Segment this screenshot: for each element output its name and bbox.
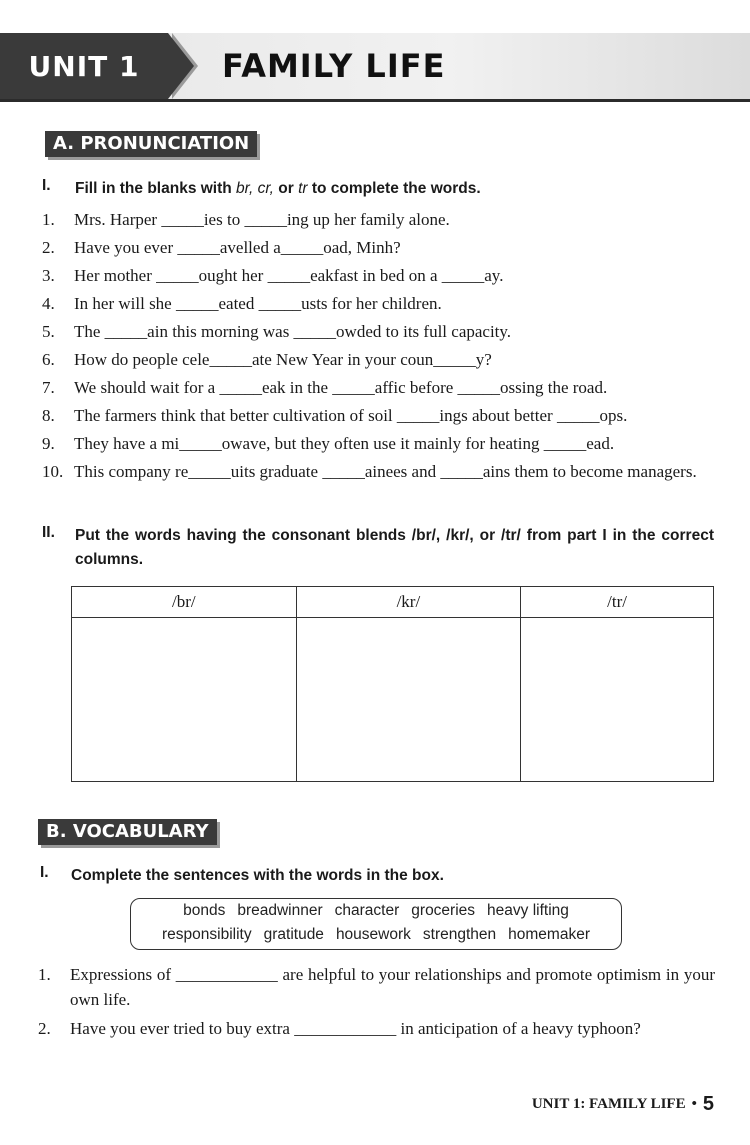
word-box-row-2 [131, 926, 621, 944]
table-header-row [72, 587, 714, 618]
vocab-instruction [40, 864, 720, 888]
footer-bullet: • [691, 1096, 697, 1112]
word-gratitude: gratitude [263, 926, 324, 943]
answer-cell-tr[interactable] [521, 618, 714, 782]
word-heavy-lifting: heavy lifting [487, 902, 569, 919]
word-homemaker: homemaker [508, 926, 590, 943]
vocab-number: I. [40, 864, 49, 881]
word-bonds: bonds [183, 902, 226, 919]
part2-text: Put the words having the consonant blends /br/, /kr/, or /tr/ from part I in the correct columns. [75, 527, 714, 568]
part2-instruction [42, 524, 714, 574]
word-box [130, 898, 622, 950]
page-number: 5 [702, 1093, 714, 1115]
vocab-text: Complete the sentences with the words in the box. [71, 867, 444, 884]
word-box-row-1 [131, 902, 621, 920]
column-kr: /kr/ [296, 587, 521, 618]
word-strengthen: strengthen [422, 926, 497, 943]
part1-text: Fill in the blanks with br, cr, or tr to complete the words. [75, 180, 481, 197]
word-responsibility: responsibility [162, 926, 252, 943]
part2-number: II. [42, 524, 55, 541]
unit-number: UNIT 1 [0, 33, 168, 99]
column-br: /br/ [72, 587, 297, 618]
section-b-label: B. VOCABULARY [38, 819, 217, 845]
consonant-blend-table [71, 586, 714, 782]
banner-arrow [168, 33, 194, 99]
column-tr: /tr/ [521, 587, 714, 618]
unit-banner [0, 33, 750, 102]
word-character: character [334, 902, 400, 919]
answer-cell-br[interactable] [72, 618, 297, 782]
answer-cell-kr[interactable] [296, 618, 521, 782]
table-answer-row [72, 618, 714, 782]
footer-unit-label: UNIT 1: FAMILY LIFE [531, 1096, 686, 1112]
section-a-label: A. PRONUNCIATION [45, 131, 257, 157]
word-groceries: groceries [411, 902, 476, 919]
page-footer [532, 1093, 714, 1116]
word-breadwinner: breadwinner [237, 902, 323, 919]
word-housework: housework [335, 926, 411, 943]
unit-title: FAMILY LIFE [222, 47, 446, 85]
part1-number: I. [42, 177, 51, 194]
part1-instruction [42, 177, 722, 201]
